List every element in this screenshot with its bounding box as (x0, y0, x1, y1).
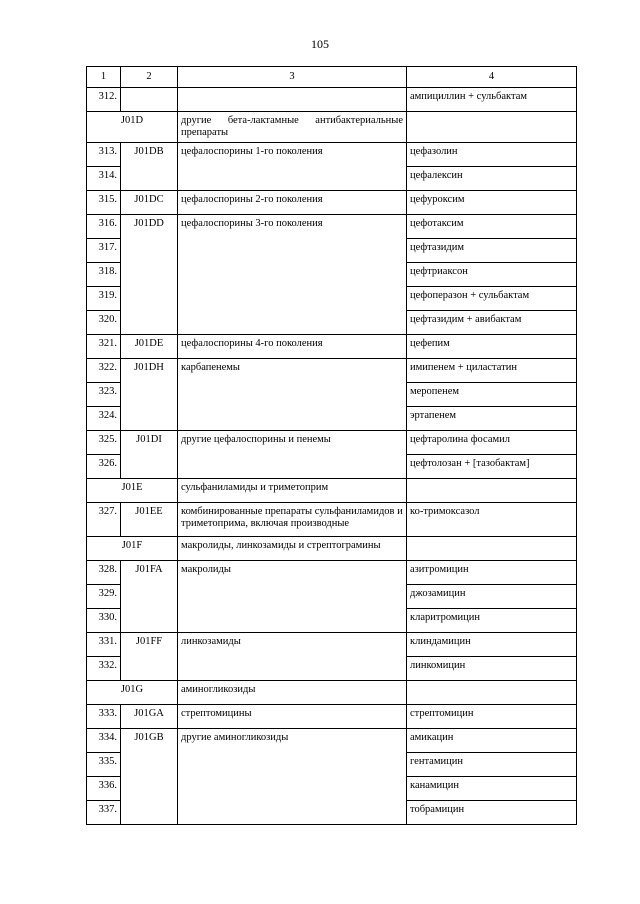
drug-name: имипенем + циластатин (407, 359, 577, 383)
group-drug-cell (407, 479, 577, 503)
drug-name: цефуроксим (407, 191, 577, 215)
group-name: другие цефалоспорины и пенемы (178, 431, 407, 455)
row-number: 328. (87, 561, 121, 585)
drug-name: цефтолозан + [тазобактам] (407, 455, 577, 479)
group-name (178, 585, 407, 609)
row-number: 317. (87, 239, 121, 263)
group-name: карбапенемы (178, 359, 407, 383)
row-number: 319. (87, 287, 121, 311)
atc-code (121, 753, 178, 777)
group-name (178, 311, 407, 335)
table-row (87, 335, 577, 359)
row-number: 329. (87, 585, 121, 609)
table-row (87, 455, 577, 479)
row-number: 333. (87, 705, 121, 729)
atc-code: J01FA (121, 561, 178, 585)
table-row (87, 263, 577, 287)
drug-name: канамицин (407, 777, 577, 801)
group-row (87, 681, 577, 705)
group-name: цефалоспорины 4-го поколения (178, 335, 407, 359)
group-name (178, 88, 407, 112)
drug-name: линкомицин (407, 657, 577, 681)
group-name: аминогликозиды (178, 681, 407, 705)
atc-code (121, 657, 178, 681)
row-number: 315. (87, 191, 121, 215)
row-number: 325. (87, 431, 121, 455)
drug-name: цефтриаксон (407, 263, 577, 287)
group-code: J01F (87, 537, 178, 561)
table-row (87, 407, 577, 431)
atc-code (121, 609, 178, 633)
group-drug-cell (407, 537, 577, 561)
row-number: 335. (87, 753, 121, 777)
group-name (178, 777, 407, 801)
atc-code (121, 777, 178, 801)
row-number: 334. (87, 729, 121, 753)
drug-name: кларитромицин (407, 609, 577, 633)
row-number: 330. (87, 609, 121, 633)
atc-code: J01DC (121, 191, 178, 215)
atc-code: J01DE (121, 335, 178, 359)
group-name: другие бета-лактамные антибактериальные препараты (178, 112, 407, 143)
table-row (87, 383, 577, 407)
table-row (87, 561, 577, 585)
drug-name: цефепим (407, 335, 577, 359)
group-name: другие аминогликозиды (178, 729, 407, 753)
drug-name: цефоперазон + сульбактам (407, 287, 577, 311)
drug-name: цефазолин (407, 143, 577, 167)
group-name: комбинированные препараты сульфаниламидов и триметоприма, включая производные (178, 503, 407, 537)
group-name (178, 239, 407, 263)
row-number: 320. (87, 311, 121, 335)
table-row (87, 143, 577, 167)
table-row (87, 215, 577, 239)
group-name: цефалоспорины 1-го поколения (178, 143, 407, 167)
drug-name: ампициллин + сульбактам (407, 88, 577, 112)
table-row (87, 753, 577, 777)
atc-code (121, 167, 178, 191)
atc-code: J01DD (121, 215, 178, 239)
table-row (87, 239, 577, 263)
table-row (87, 287, 577, 311)
row-number: 313. (87, 143, 121, 167)
header-cell-4: 4 (407, 67, 577, 88)
atc-code (121, 801, 178, 825)
drug-name: амикацин (407, 729, 577, 753)
group-name (178, 801, 407, 825)
group-name: линкозамиды (178, 633, 407, 657)
group-code: J01G (87, 681, 178, 705)
row-number: 331. (87, 633, 121, 657)
row-number: 326. (87, 455, 121, 479)
group-row (87, 479, 577, 503)
row-number: 323. (87, 383, 121, 407)
atc-code (121, 287, 178, 311)
row-number: 318. (87, 263, 121, 287)
row-number: 322. (87, 359, 121, 383)
table-row (87, 585, 577, 609)
header-cell-2: 2 (121, 67, 178, 88)
atc-code: J01EE (121, 503, 178, 537)
table-row (87, 777, 577, 801)
drug-name: клиндамицин (407, 633, 577, 657)
drug-name: ко-тримоксазол (407, 503, 577, 537)
row-number: 324. (87, 407, 121, 431)
drug-name: гентамицин (407, 753, 577, 777)
table-row (87, 705, 577, 729)
row-number: 314. (87, 167, 121, 191)
table-row (87, 633, 577, 657)
atc-code (121, 383, 178, 407)
table-row (87, 609, 577, 633)
atc-code (121, 585, 178, 609)
table-row (87, 359, 577, 383)
drug-name: цефтазидим + авибактам (407, 311, 577, 335)
group-drug-cell (407, 112, 577, 143)
group-name (178, 383, 407, 407)
group-name: сульфаниламиды и триметоприм (178, 479, 407, 503)
row-number: 312. (87, 88, 121, 112)
group-name: макролиды, линкозамиды и стрептограмины (178, 537, 407, 561)
group-name (178, 263, 407, 287)
group-name (178, 657, 407, 681)
drug-table (86, 66, 577, 825)
atc-code: J01GB (121, 729, 178, 753)
table-row (87, 729, 577, 753)
table-row (87, 657, 577, 681)
group-name (178, 407, 407, 431)
drug-name: джозамицин (407, 585, 577, 609)
header-cell-1: 1 (87, 67, 121, 88)
row-number: 327. (87, 503, 121, 537)
atc-code: J01DI (121, 431, 178, 455)
group-name: стрептомицины (178, 705, 407, 729)
group-code: J01D (87, 112, 178, 143)
page-number: 105 (311, 37, 329, 51)
drug-name: цефалексин (407, 167, 577, 191)
row-number: 321. (87, 335, 121, 359)
drug-name: меропенем (407, 383, 577, 407)
group-row (87, 537, 577, 561)
drug-name: тобрамицин (407, 801, 577, 825)
atc-code (121, 455, 178, 479)
header-cell-3: 3 (178, 67, 407, 88)
atc-code (121, 311, 178, 335)
row-number: 336. (87, 777, 121, 801)
table-row (87, 191, 577, 215)
atc-code (121, 263, 178, 287)
drug-name: стрептомицин (407, 705, 577, 729)
row-number: 316. (87, 215, 121, 239)
table-row (87, 311, 577, 335)
drug-name: цефтаролина фосамил (407, 431, 577, 455)
group-drug-cell (407, 681, 577, 705)
atc-code: J01DH (121, 359, 178, 383)
atc-code (121, 407, 178, 431)
atc-code (121, 239, 178, 263)
drug-name: цефотаксим (407, 215, 577, 239)
table-row (87, 503, 577, 537)
atc-code: J01DB (121, 143, 178, 167)
atc-code: J01FF (121, 633, 178, 657)
table-header-row (87, 67, 577, 88)
group-name (178, 167, 407, 191)
group-name: цефалоспорины 3-го поколения (178, 215, 407, 239)
group-name: макролиды (178, 561, 407, 585)
drug-name: цефтазидим (407, 239, 577, 263)
atc-code: J01GA (121, 705, 178, 729)
table-row (87, 801, 577, 825)
group-name (178, 455, 407, 479)
table-row (87, 88, 577, 112)
table-row (87, 431, 577, 455)
group-name (178, 753, 407, 777)
drug-name: азитромицин (407, 561, 577, 585)
drug-name: эртапенем (407, 407, 577, 431)
table-row (87, 167, 577, 191)
group-name (178, 609, 407, 633)
row-number: 337. (87, 801, 121, 825)
group-name: цефалоспорины 2-го поколения (178, 191, 407, 215)
group-row (87, 112, 577, 143)
row-number: 332. (87, 657, 121, 681)
group-code: J01E (87, 479, 178, 503)
group-name (178, 287, 407, 311)
atc-code (121, 88, 178, 112)
